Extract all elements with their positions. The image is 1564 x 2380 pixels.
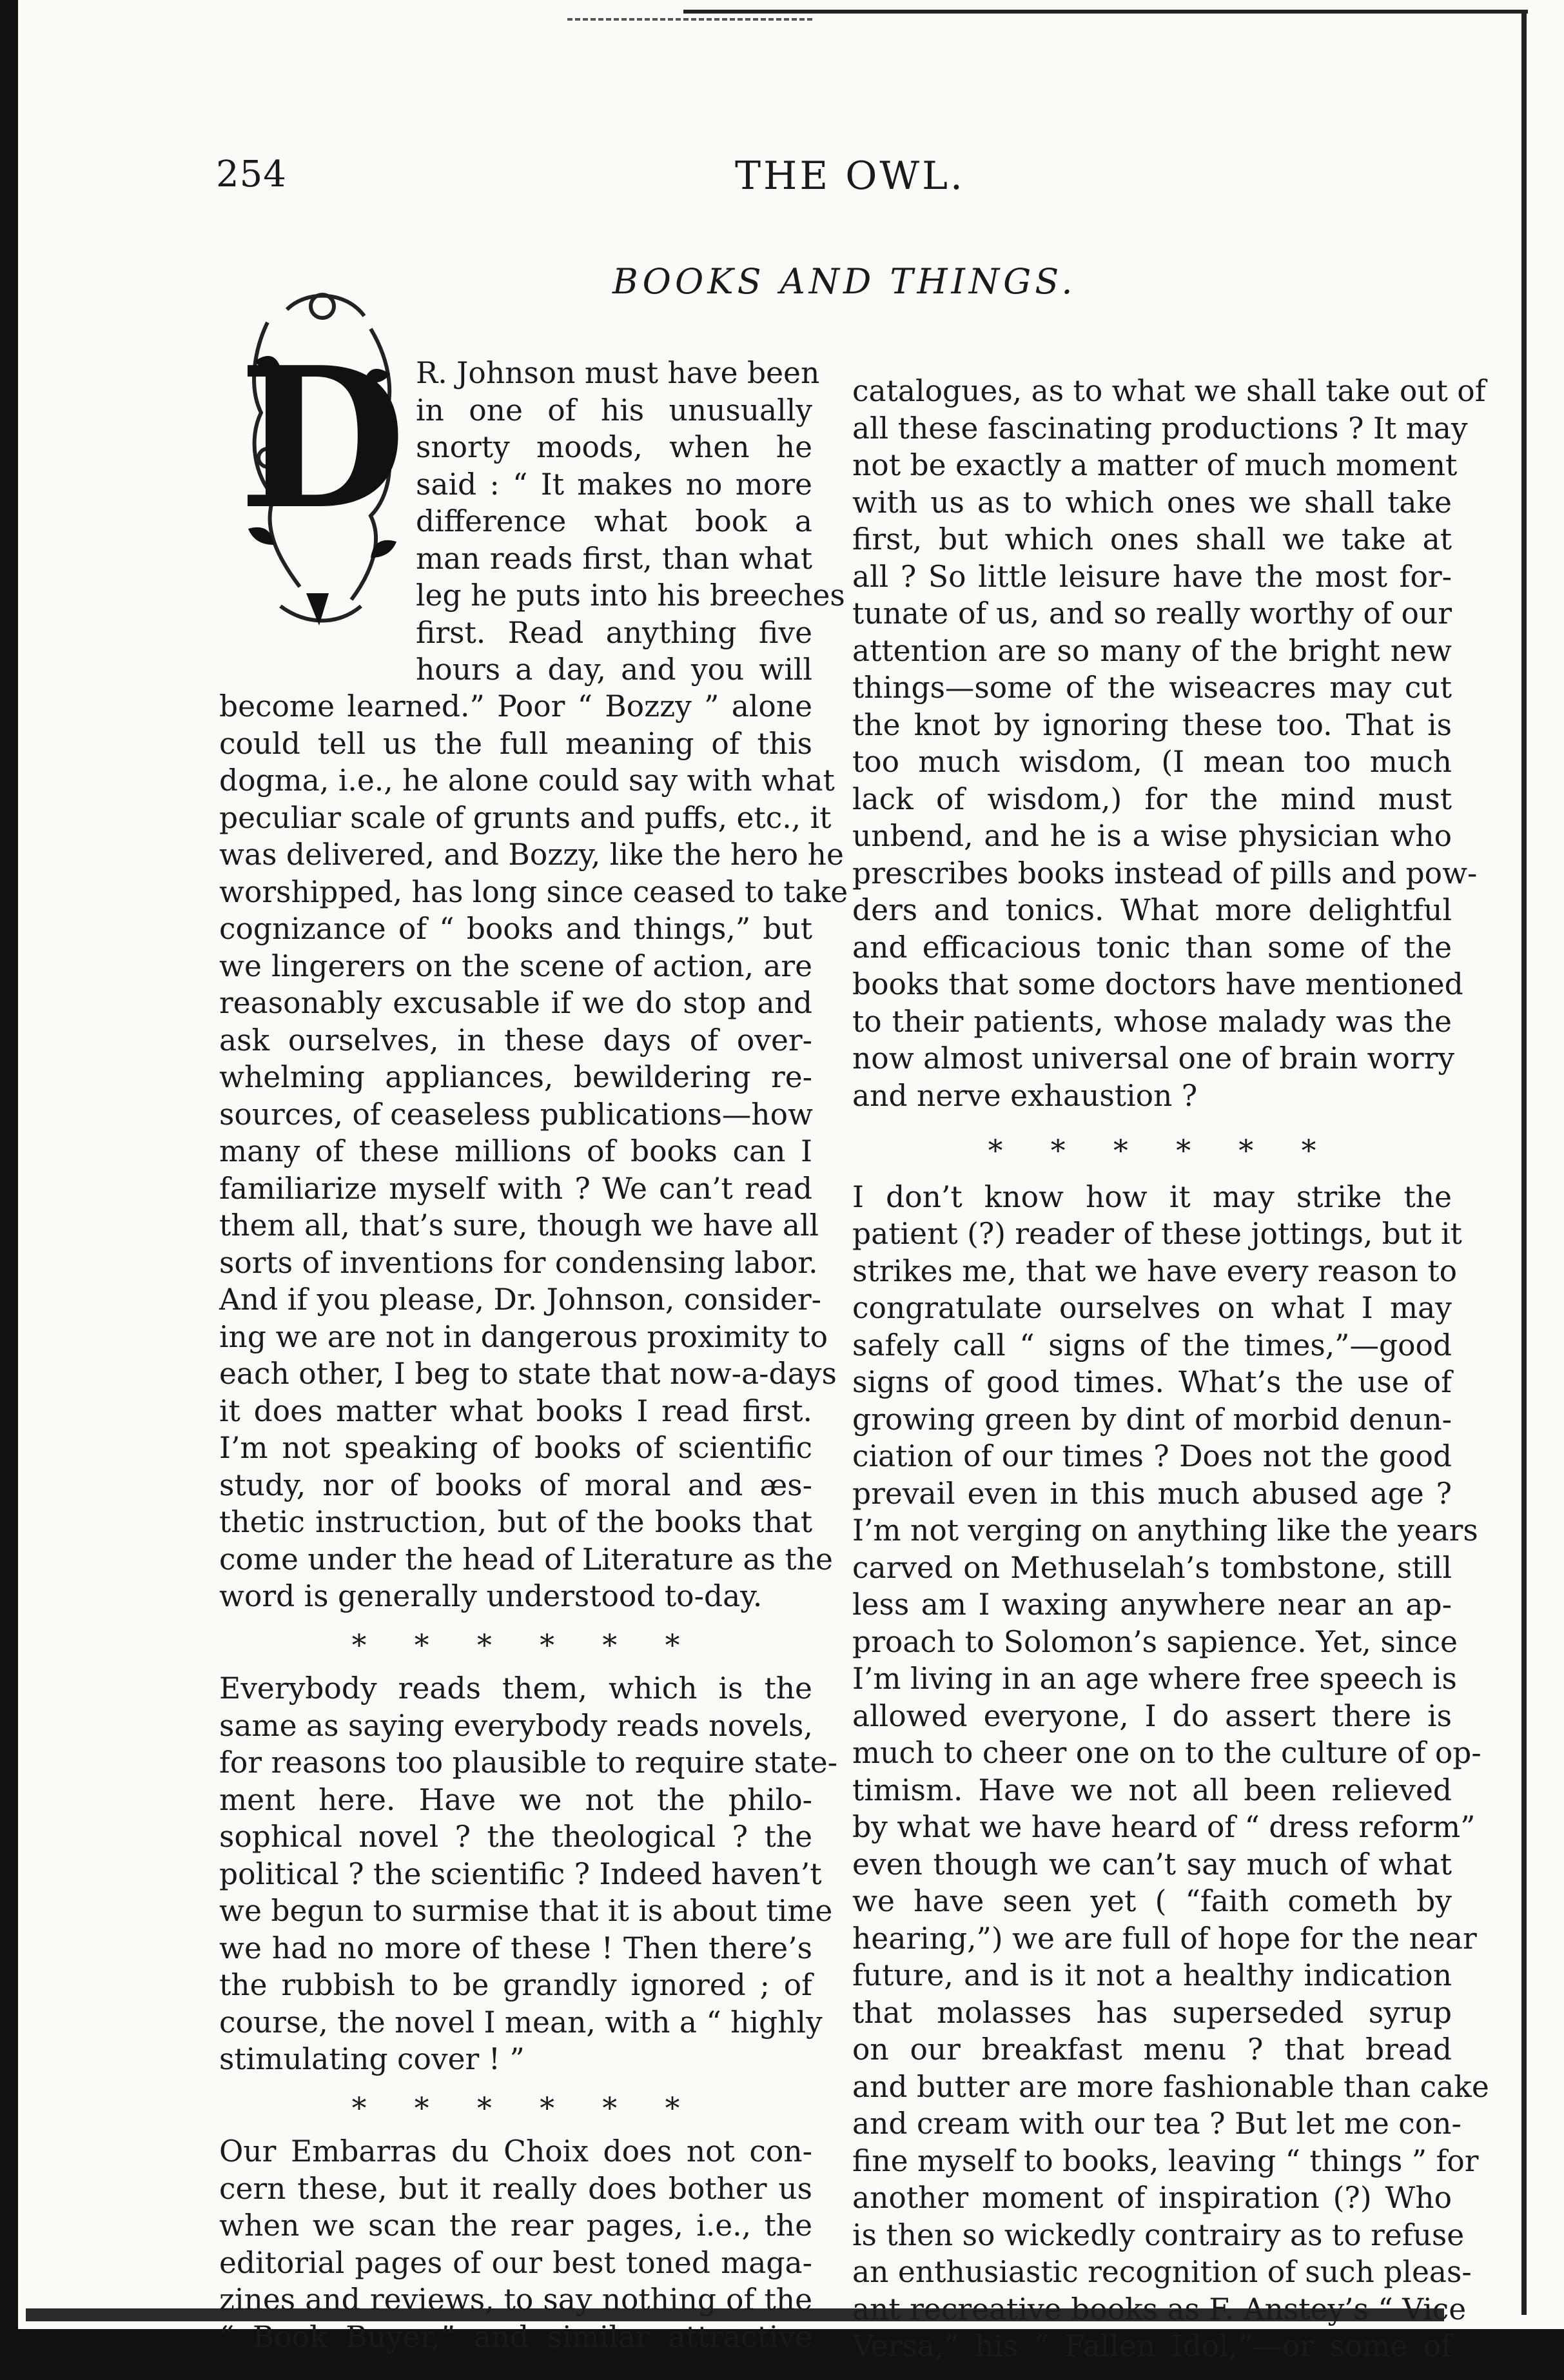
text-line: when we scan the rear pages, i.e., the (219, 2208, 812, 2243)
text-line: is then so wickedly contrairy as to refuse (852, 2218, 1465, 2252)
text-line: lack of wisdom,) for the mind must (852, 782, 1452, 816)
text-line: patient (?) reader of these jottings, but it (852, 1217, 1462, 1251)
text-line: ment here. Have we not the philo- (219, 1782, 812, 1817)
text-line: first, but which ones shall we take at (852, 522, 1452, 556)
drop-cap-ornament-icon (242, 284, 403, 632)
article-title: BOOKS AND THINGS. (612, 261, 1077, 302)
text-line: leg he puts into his breeches (416, 578, 845, 613)
text-line: on our breakfast menu ? that bread (852, 2032, 1452, 2067)
text-line: too much wisdom, (I mean too much (852, 745, 1452, 779)
text-line: we had no more of these ! Then there’s (219, 1931, 812, 1965)
ornamental-drop-cap (242, 284, 403, 632)
text-line: political ? the scientific ? Indeed haven’t (219, 1856, 822, 1891)
text-line: all ? So little leisure have the most for- (852, 559, 1452, 594)
text-line: prescribes books instead of pills and pow- (852, 856, 1478, 890)
text-line: same as saying everybody reads novels, (219, 1708, 813, 1743)
text-line: Versa,” his “ Fallen Idol,”—or some of (852, 2329, 1452, 2363)
text-line: ant recreative books as F. Anstey’s “ Vice (852, 2292, 1467, 2326)
text-line: for reasons too plausible to require state- (219, 1746, 838, 1780)
text-line: I’m not verging on anything like the years (852, 1513, 1478, 1548)
text-line: attention are so many of the bright new (852, 633, 1452, 668)
text-line: to their patients, whose malady was the (852, 1004, 1452, 1039)
text-line: even though we can’t say much of what (852, 1847, 1452, 1882)
text-line: I’m living in an age where free speech is (852, 1662, 1457, 1696)
text-line: reasonably excusable if we do stop and (219, 986, 812, 1020)
text-line: unbend, and he is a wise physician who (852, 819, 1452, 853)
text-line: the rubbish to be grandly ignored ; of (219, 1968, 812, 2002)
text-line: And if you please, Dr. Johnson, consider- (219, 1283, 822, 1317)
text-line: whelming appliances, bewildering re- (219, 1060, 812, 1094)
text-line: study, nor of books of moral and æs- (219, 1468, 812, 1502)
text-line: all these fascinating productions ? It may (852, 411, 1468, 446)
text-line: another moment of inspiration (?) Who (852, 2181, 1452, 2215)
text-line: we lingerers on the scene of action, are (219, 949, 812, 983)
text-line: future, and is it not a healthy indication (852, 1958, 1452, 1992)
text-line: sophical novel ? the theological ? the (219, 1820, 812, 1854)
text-line: thetic instruction, but of the books that (219, 1505, 812, 1539)
text-line: by what we have heard of “ dress reform” (852, 1810, 1476, 1844)
text-line: “ Book Buyer,” and similar attractive (219, 2319, 812, 2354)
text-line: congratulate ourselves on what I may (852, 1291, 1452, 1325)
text-line: come under the head of Literature as the (219, 1542, 833, 1577)
text-line: familiarize myself with ? We can’t read (219, 1171, 812, 1206)
text-line: we have seen yet ( “faith cometh by (852, 1884, 1452, 1918)
text-line: I’m not speaking of books of scientific (219, 1431, 812, 1465)
text-line: much to cheer one on to the culture of op- (852, 1736, 1481, 1770)
text-line: hours a day, and you will (416, 653, 812, 687)
text-line: man reads first, than what (416, 541, 812, 576)
right-column-body (852, 373, 1489, 2365)
text-line: first. Read anything five (416, 615, 812, 650)
section-separator: * * * * * * (351, 2090, 680, 2125)
text-line: that molasses has superseded syrup (852, 1995, 1452, 2030)
text-line: them all, that’s sure, though we have all (219, 1208, 819, 1243)
text-line: difference what book a (416, 504, 812, 538)
text-line: was delivered, and Bozzy, like the hero he (219, 838, 844, 872)
text-line: tunate of us, and so really worthy of our (852, 596, 1452, 631)
text-line: sources, of ceaseless publications—how (219, 1097, 813, 1132)
text-line: carved on Methuselah’s tombstone, still (852, 1550, 1452, 1585)
text-line: catalogues, as to what we shall take out of (852, 374, 1486, 408)
drop-cap-letter: D (242, 324, 403, 552)
text-line: the knot by ignoring these too. That is (852, 707, 1452, 742)
text-line: sorts of inventions for condensing labor. (219, 1245, 818, 1280)
text-line: cognizance of “ books and things,” but (219, 912, 812, 946)
text-line: I don’t know how it may strike the (852, 1179, 1452, 1214)
left-column-intro (416, 355, 845, 689)
section-separator: * * * * * * (351, 1628, 680, 1662)
text-line: each other, I beg to state that now-a-days (219, 1357, 837, 1391)
text-line: many of these millions of books can I (219, 1134, 812, 1168)
text-line: peculiar scale of grunts and puffs, etc., it (219, 800, 832, 835)
text-line: allowed everyone, I do assert there is (852, 1698, 1452, 1733)
text-line: in one of his unusually (416, 393, 812, 428)
text-line: it does matter what books I read first. (219, 1393, 812, 1428)
text-line: less am I waxing anywhere near an ap- (852, 1588, 1452, 1622)
text-line: we begun to surmise that it is about time (219, 1894, 833, 1928)
text-line: Everybody reads them, which is the (219, 1671, 812, 1706)
text-line: prevail even in this much abused age ? (852, 1476, 1452, 1511)
text-line: and butter are more fashionable than cake (852, 2069, 1489, 2104)
text-line: course, the novel I mean, with a “ highly (219, 2005, 823, 2040)
text-line: ask ourselves, in these days of over- (219, 1023, 812, 1057)
text-line: and nerve exhaustion ? (852, 1078, 1198, 1113)
text-line: fine myself to books, leaving “ things ” for (852, 2143, 1479, 2178)
text-line: could tell us the full meaning of this (219, 726, 812, 761)
text-line: cern these, but it really does bother us (219, 2171, 812, 2206)
text-line: become learned.” Poor “ Bozzy ” alone (219, 689, 812, 723)
text-line: ing we are not in dangerous proximity to (219, 1319, 828, 1354)
text-line: editorial pages of our best toned maga- (219, 2245, 812, 2280)
text-line: zines and reviews, to say nothing of the (219, 2283, 812, 2317)
text-line: growing green by dint of morbid denun- (852, 1402, 1452, 1437)
text-line: R. Johnson must have been (416, 356, 820, 390)
section-separator: * * * * * * (988, 1134, 1316, 1168)
text-line: said : “ It makes no more (416, 467, 812, 502)
text-line: strikes me, that we have every reason to (852, 1254, 1458, 1288)
left-column-body (219, 688, 848, 2355)
page-number: 254 (216, 153, 287, 195)
scan-border-top (683, 10, 1528, 14)
scan-dash-rule (567, 18, 812, 23)
scan-border-left (0, 0, 18, 2380)
text-line: ciation of our times ? Does not the good (852, 1439, 1452, 1473)
text-line: signs of good times. What’s the use of (852, 1365, 1452, 1399)
text-line: with us as to which ones we shall take (852, 485, 1452, 520)
text-line: not be exactly a matter of much moment (852, 448, 1458, 482)
text-line: Our Embarras du Choix does not con- (219, 2134, 812, 2169)
text-line: snorty moods, when he (416, 430, 812, 464)
text-line: word is generally understood to-day. (219, 1579, 763, 1613)
running-head: THE OWL. (735, 153, 965, 199)
text-line: and cream with our tea ? But let me con- (852, 2107, 1461, 2141)
text-line: worshipped, has long since ceased to take (219, 874, 848, 909)
text-line: hearing,”) we are full of hope for the near (852, 1921, 1477, 1956)
text-line: an enthusiastic recognition of such pleas- (852, 2255, 1472, 2289)
text-line: things—some of the wiseacres may cut (852, 671, 1452, 705)
scan-border-right (1521, 13, 1527, 2315)
text-line: books that some doctors have mentioned (852, 967, 1463, 1001)
text-line: timism. Have we not all been relieved (852, 1773, 1452, 1807)
text-line: ders and tonics. What more delightful (852, 893, 1452, 927)
text-line: now almost universal one of brain worry (852, 1041, 1455, 1076)
text-line: and efficacious tonic than some of the (852, 930, 1452, 965)
text-line: proach to Solomon’s sapience. Yet, since (852, 1624, 1458, 1659)
text-line: stimulating cover ! ” (219, 2042, 525, 2076)
text-line: safely call “ signs of the times,”—good (852, 1328, 1452, 1362)
text-line: dogma, i.e., he alone could say with what (219, 763, 835, 798)
